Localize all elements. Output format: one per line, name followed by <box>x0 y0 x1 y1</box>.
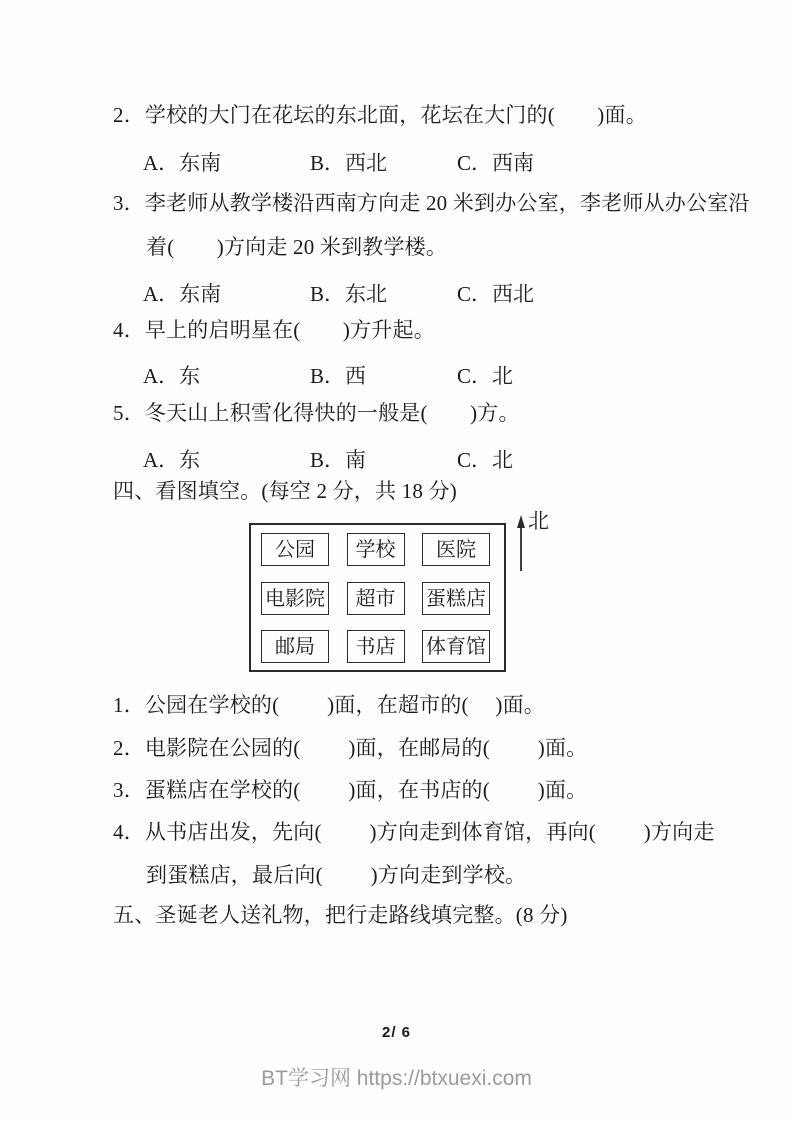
question-2-options <box>113 147 733 175</box>
question-3-options <box>113 278 733 306</box>
question-3-text: 李老师从教学楼沿西南方向走 20 米到办公室，李老师从办公室沿 <box>144 191 750 215</box>
map-diagram <box>249 523 506 672</box>
map-question-4-line1 <box>113 820 715 845</box>
north-arrow-icon <box>514 515 528 573</box>
question-5-line <box>113 401 520 426</box>
north-label: 北 <box>528 509 549 533</box>
map-question-4-line2: 到蛋糕店，最后向( )方向走到学校。 <box>146 863 527 887</box>
section-5-heading: 五、圣诞老人送礼物，把行走路线填完整。(8 分) <box>113 903 568 927</box>
map-question-2-number: 2． <box>113 736 145 760</box>
map-question-4-number: 4． <box>113 820 145 844</box>
map-question-2-text: 电影院在公园的( )面，在邮局的( )面。 <box>144 736 588 760</box>
map-cell-post-office: 邮局 <box>261 630 329 663</box>
map-question-3 <box>113 778 587 803</box>
page-number: 2/ 6 <box>381 1024 412 1041</box>
map-cell-cinema: 电影院 <box>261 582 329 615</box>
map-question-1 <box>113 693 545 718</box>
section-4-heading: 四、看图填空。(每空 2 分，共 18 分) <box>113 479 457 503</box>
map-question-2 <box>113 736 587 761</box>
map-question-4-text: 从书店出发，先向( )方向走到体育馆，再向( )方向走 <box>144 820 715 844</box>
footer-watermark: BT学习网 https://btxuexi.com <box>261 1067 532 1090</box>
question-2-text: 学校的大门在花坛的东北面，花坛在大门的( )面。 <box>144 103 647 127</box>
question-2-number: 2． <box>113 103 145 127</box>
map-cell-park: 公园 <box>261 533 329 566</box>
map-cell-gym: 体育馆 <box>422 630 490 663</box>
question-3-number: 3． <box>113 191 145 215</box>
question-4-options <box>113 360 733 388</box>
question-5-option-c: C．北 <box>457 448 514 472</box>
map-cell-cake-shop: 蛋糕店 <box>422 582 490 615</box>
map-cell-hospital: 医院 <box>422 533 490 566</box>
map-cell-school: 学校 <box>347 533 405 566</box>
question-4-text: 早上的启明星在( )方升起。 <box>144 318 435 342</box>
question-5-option-a: A．东 <box>143 448 201 472</box>
question-4-option-c: C．北 <box>457 364 514 388</box>
question-4-option-b: B．西 <box>310 364 367 388</box>
question-3-option-c: C．西北 <box>457 282 535 306</box>
map-cell-supermarket: 超市 <box>347 582 405 615</box>
map-question-3-text: 蛋糕店在学校的( )面，在书店的( )面。 <box>144 778 588 802</box>
question-5-option-b: B．南 <box>310 448 367 472</box>
question-2-option-a: A．东南 <box>143 151 222 175</box>
map-question-1-text: 公园在学校的( )面，在超市的( )面。 <box>144 693 545 717</box>
question-2-option-b: B．西北 <box>310 151 388 175</box>
map-question-1-number: 1． <box>113 693 145 717</box>
question-5-options <box>113 444 733 472</box>
question-3-option-a: A．东南 <box>143 282 222 306</box>
question-5-number: 5． <box>113 401 145 425</box>
north-indicator <box>514 509 564 579</box>
question-5-text: 冬天山上积雪化得快的一般是( )方。 <box>144 401 520 425</box>
map-question-3-number: 3． <box>113 778 145 802</box>
question-4-line <box>113 318 435 343</box>
map-cell-bookstore: 书店 <box>347 630 405 663</box>
question-4-option-a: A．东 <box>143 364 201 388</box>
question-2-option-c: C．西南 <box>457 151 535 175</box>
question-3-option-b: B．东北 <box>310 282 388 306</box>
question-2-line <box>113 103 647 128</box>
question-4-number: 4． <box>113 318 145 342</box>
question-3-line1 <box>113 191 750 216</box>
question-3-line2: 着( )方向走 20 米到教学楼。 <box>146 235 448 259</box>
